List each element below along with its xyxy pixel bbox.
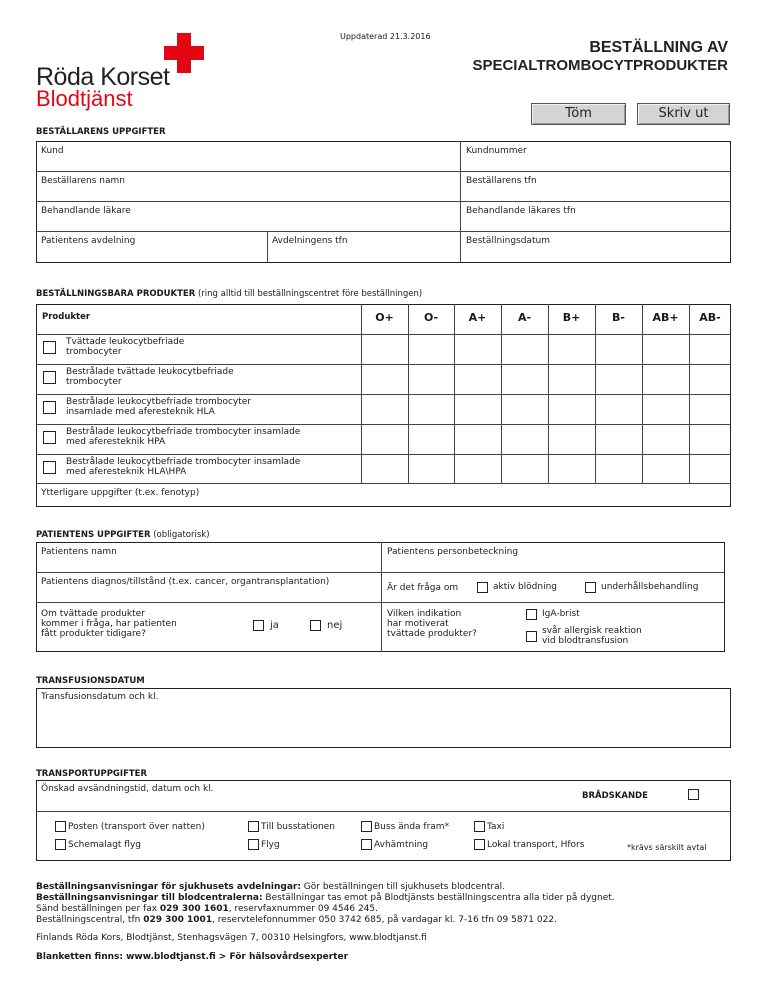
- washed-question-line-3: fått produkter tidigare?: [41, 629, 146, 639]
- fax-number: 029 300 1601: [159, 904, 229, 914]
- maintenance-checkbox[interactable]: [585, 582, 596, 593]
- dispatch-time-label: Önskad avsändningstid, datum och kl.: [41, 784, 214, 794]
- product-3-line-1: Bestrålade leukocytbefriade trombocyter: [66, 397, 252, 407]
- physician-input[interactable]: [40, 217, 456, 230]
- product-5-label: [66, 457, 300, 477]
- washed-question: [41, 609, 177, 639]
- instructions-bloodcentral: [36, 893, 615, 904]
- customer-number-input[interactable]: [465, 157, 727, 170]
- product-1-label: [66, 337, 184, 357]
- product-4-label: [66, 427, 300, 447]
- local-transport-label: Lokal transport, Hfors: [487, 840, 585, 850]
- scheduled-flight-checkbox[interactable]: [55, 839, 66, 850]
- active-bleeding-label: aktiv blödning: [493, 582, 557, 592]
- print-button[interactable]: Skriv ut: [637, 103, 730, 125]
- title-line-1: BESTÄLLNING AV: [589, 39, 728, 56]
- fax-line: [36, 904, 615, 915]
- flight-checkbox[interactable]: [248, 839, 259, 850]
- red-cross-logo-icon: [164, 33, 204, 73]
- product-1-line-1: Tvättade leukocytbefriade: [66, 337, 185, 347]
- updated-date: Uppdaterad 21.3.2016: [340, 32, 431, 41]
- customer-number-label: Kundnummer: [466, 146, 527, 156]
- instructions-bloodcentral-text: Beställningar tas emot på Blodtjänsts beställningscentra alla tider på dygnet.: [262, 893, 615, 903]
- product-3-checkbox[interactable]: [43, 401, 56, 414]
- patient-section-note: (obligatorisk): [153, 530, 210, 540]
- col-header-b-neg: B-: [612, 311, 625, 324]
- col-header-a-neg: A-: [517, 311, 532, 324]
- phone-line: [36, 915, 615, 926]
- taxi-label: Taxi: [487, 822, 505, 832]
- transfusion-date-input[interactable]: [40, 705, 726, 745]
- fax-line-suffix: , reservfaxnummer 09 4546 245.: [228, 904, 378, 914]
- product-2-label: [66, 367, 234, 387]
- post-checkbox[interactable]: [55, 821, 66, 832]
- col-products-header: Produkter: [42, 312, 91, 322]
- col-header-o-pos: O+: [375, 311, 394, 324]
- page-title: [472, 39, 728, 75]
- orderer-phone-label: Beställarens tfn: [466, 176, 537, 186]
- iga-deficiency-checkbox[interactable]: [526, 609, 537, 620]
- product-2-line-2: trombocyter: [66, 377, 122, 387]
- patient-name-input[interactable]: [40, 558, 377, 571]
- pickup-label: Avhämtning: [374, 840, 429, 850]
- flight-label: Flyg: [261, 840, 280, 850]
- product-1-checkbox[interactable]: [43, 341, 56, 354]
- col-header-o-neg: O-: [423, 311, 439, 324]
- products-section-note: (ring alltid till beställningscentret före beställningen): [197, 289, 423, 299]
- post-label: Posten (transport över natten): [68, 822, 205, 832]
- ward-phone-label: Avdelningens tfn: [272, 236, 348, 246]
- logo-text-blodtjanst: Blodtjänst: [36, 86, 133, 111]
- col-header-ab-neg: AB-: [699, 311, 721, 324]
- orderer-section-title: BESTÄLLARENS UPPGIFTER: [36, 127, 166, 137]
- urgent-label: BRÅDSKANDE: [582, 791, 648, 801]
- order-date-input[interactable]: [465, 248, 727, 261]
- col-header-b-pos: B+: [562, 311, 581, 324]
- product-3-line-2: insamlade med aferesteknik HLA: [66, 407, 215, 417]
- product-5-checkbox[interactable]: [43, 461, 56, 474]
- col-header-ab-pos: AB+: [652, 311, 679, 324]
- logo-text-roda-korset: Röda Korset: [36, 63, 170, 91]
- col-header-a-pos: A+: [468, 311, 487, 324]
- orderer-name-label: Beställarens namn: [41, 176, 125, 186]
- order-date-label: Beställningsdatum: [466, 236, 550, 246]
- ordering-instructions: [36, 882, 615, 926]
- indication-line-1: Vilken indikation: [387, 609, 462, 619]
- pickup-checkbox[interactable]: [361, 839, 372, 850]
- instructions-ward: [36, 882, 615, 893]
- allergy-line-1: svår allergisk reaktion: [542, 626, 642, 636]
- special-agreement-note: *krävs särskilt avtal: [627, 843, 707, 852]
- washed-question-line-2: kommer i fråga, har patienten: [41, 619, 177, 629]
- indication-question: [387, 609, 477, 639]
- phone-line-suffix: , reservtelefonnummer 050 3742 685, på vardagar kl. 7-16 tfn 09 5871 022.: [212, 915, 557, 925]
- indication-line-2: har motiverat: [387, 619, 449, 629]
- transfusion-section-title: TRANSFUSIONSDATUM: [36, 676, 145, 686]
- instructions-bloodcentral-title: Beställningsanvisningar till blodcentralerna:: [36, 893, 263, 903]
- scheduled-flight-label: Schemalagt flyg: [68, 840, 142, 850]
- local-transport-checkbox[interactable]: [474, 839, 485, 850]
- bus-door-label: Buss ända fram*: [374, 822, 450, 832]
- clear-button[interactable]: Töm: [531, 103, 626, 125]
- phone-line-prefix: Beställningscentral, tfn: [36, 915, 144, 925]
- orderer-name-input[interactable]: [40, 187, 456, 200]
- bus-door-checkbox[interactable]: [361, 821, 372, 832]
- no-label: nej: [327, 620, 343, 631]
- physician-phone-label: Behandlande läkares tfn: [466, 206, 576, 216]
- allergy-checkbox[interactable]: [526, 631, 537, 642]
- product-1-line-2: trombocyter: [66, 347, 122, 357]
- customer-label: Kund: [41, 146, 64, 156]
- taxi-checkbox[interactable]: [474, 821, 485, 832]
- extra-info-input[interactable]: [230, 487, 725, 503]
- products-section-title: BESTÄLLNINGSBARA PRODUKTER: [36, 289, 196, 299]
- product-3-label: [66, 397, 251, 417]
- diagnosis-input[interactable]: [40, 588, 377, 601]
- yes-checkbox[interactable]: [253, 620, 264, 631]
- physician-phone-input[interactable]: [465, 217, 727, 230]
- product-4-line-2: med aferesteknik HPA: [66, 437, 166, 447]
- bus-station-checkbox[interactable]: [248, 821, 259, 832]
- product-5-line-2: med aferesteknik HLA\HPA: [66, 467, 187, 477]
- phone-number: 029 300 1001: [143, 915, 213, 925]
- ward-input[interactable]: [40, 248, 264, 261]
- customer-input[interactable]: [40, 157, 456, 170]
- diagnosis-label: Patientens diagnos/tillstånd (t.ex. cancer, organtransplantation): [41, 577, 330, 587]
- question-label: Är det fråga om: [387, 583, 459, 593]
- patient-name-label: Patientens namn: [41, 547, 117, 557]
- patient-id-input[interactable]: [386, 558, 721, 571]
- urgent-checkbox[interactable]: [688, 789, 699, 800]
- patient-id-label: Patientens personbeteckning: [387, 547, 519, 557]
- product-2-checkbox[interactable]: [43, 371, 56, 384]
- orderer-phone-input[interactable]: [465, 187, 727, 200]
- form-link[interactable]: Blanketten finns: www.blodtjanst.fi > För hälsovårdsexperter: [36, 952, 349, 962]
- washed-question-line-1: Om tvättade produkter: [41, 609, 145, 619]
- ward-phone-input[interactable]: [271, 248, 457, 261]
- title-line-2: SPECIALTROMBOCYTPRODUKTER: [472, 57, 728, 74]
- extra-info-label: Ytterligare uppgifter (t.ex. fenotyp): [41, 488, 200, 498]
- transport-section-title: TRANSPORTUPPGIFTER: [36, 769, 148, 779]
- instructions-ward-title: Beställningsanvisningar för sjukhusets avdelningar:: [36, 882, 301, 892]
- physician-label: Behandlande läkare: [41, 206, 131, 216]
- product-5-line-1: Bestrålade leukocytbefriade trombocyter insamlade: [66, 457, 301, 467]
- product-4-checkbox[interactable]: [43, 431, 56, 444]
- product-4-line-1: Bestrålade leukocytbefriade trombocyter insamlade: [66, 427, 301, 437]
- patient-section-title: PATIENTENS UPPGIFTER: [36, 530, 151, 540]
- allergy-line-2: vid blodtransfusion: [542, 636, 629, 646]
- transfusion-date-label: Transfusionsdatum och kl.: [41, 692, 159, 702]
- fax-line-prefix: Sänd beställningen per fax: [36, 904, 160, 914]
- active-bleeding-checkbox[interactable]: [477, 582, 488, 593]
- allergy-label: [542, 626, 642, 646]
- dispatch-time-input[interactable]: [40, 796, 560, 809]
- product-2-line-1: Bestrålade tvättade leukocytbefriade: [66, 367, 234, 377]
- no-checkbox[interactable]: [310, 620, 321, 631]
- ward-label: Patientens avdelning: [41, 236, 136, 246]
- iga-deficiency-label: IgA-brist: [542, 609, 580, 619]
- instructions-ward-text: Gör beställningen till sjukhusets blodcentral.: [300, 882, 505, 892]
- patient-section-header: [36, 530, 210, 540]
- bus-station-label: Till busstationen: [261, 822, 335, 832]
- maintenance-label: underhållsbehandling: [601, 582, 699, 592]
- indication-line-3: tvättade produkter?: [387, 629, 477, 639]
- address-line: Finlands Röda Kors, Blodtjänst, Stenhagsvägen 7, 00310 Helsingfors, www.blodtjanst.fi: [36, 933, 427, 943]
- yes-label: ja: [270, 620, 279, 631]
- products-section-header: [36, 289, 422, 299]
